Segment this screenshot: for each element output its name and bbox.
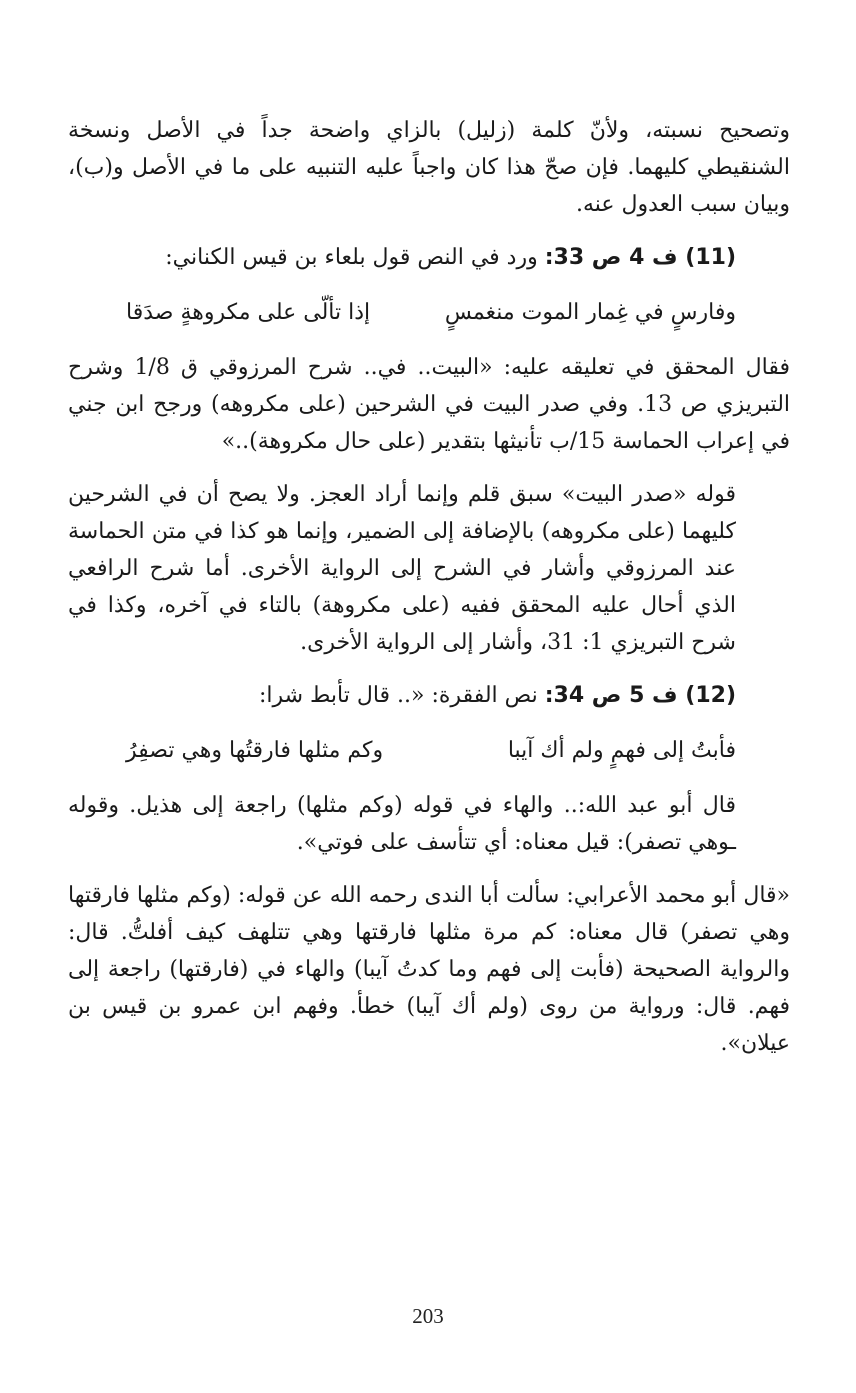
spacer — [68, 223, 790, 239]
verse-first-hemistich: وفارسٍ في غِمار الموت منغمسٍ — [444, 300, 736, 325]
spacer — [68, 661, 790, 677]
page-body — [68, 112, 790, 1062]
heading-reference: (11) ف 4 ص 33: — [544, 245, 736, 270]
section-heading-11 — [68, 239, 790, 276]
paragraph-arabi-quotation: «قال أبو محمد الأعرابي: سألت أبا الندى رحمه الله عن قوله: (وكم مثلها فارقتها وهي تصفر) قال معناه: كم مرة مثلها فارقتها وهي تتلهف كيف أفلتُّ. قال: والرواية الصحيحة (فأبت إلى فهم وما كدتُ آيبا) والهاء في (فارقتها) راجعة إلى فهم. قال: ورواية من روى (ولم أك آيبا) خطأ. وفهم ابن عمرو بن قيس بن عيلان». — [68, 883, 790, 1056]
section-heading-12 — [68, 677, 790, 714]
paragraph-critique: قوله «صدر البيت» سبق قلم وإنما أراد العجز. ولا يصح أن في الشرحين كليهما (على مكروهه) بالإضافة إلى الضمير، وإنما هو كذا في متن الحماسة عند المرزوقي وأشار في الشرح إلى الرواية الأخرى. أما شرح الرافعي الذي أحال عليه المحقق ففيه (على مكروهة) بالتاء في آخره، وكذا في شرح التبريزي 1: 31، وأشار إلى الرواية الأخرى. — [68, 482, 737, 655]
spacer — [68, 861, 790, 877]
heading-text: نص الفقرة: «.. قال تأبط شرا: — [258, 683, 545, 708]
spacer — [68, 769, 790, 787]
page-number: 203 — [412, 1304, 444, 1328]
paragraph-quotation: قال أبو عبد الله:.. والهاء في قوله (وكم مثلها) راجعة إلى هذيل. وقوله ـوهي تصفر): قيل معناه: أي تتأسف على فوتي». — [68, 793, 736, 855]
poem-verse-2 — [68, 732, 790, 769]
heading-reference: (12) ف 5 ص 34: — [544, 683, 736, 708]
paragraph-editor-comment: فقال المحقق في تعليقه عليه: «البيت.. في.. شرح المرزوقي ق 1/8 وشرح التبريزي ص 13. وفي صدر البيت في الشرحين (على مكروهه) ورجح ابن جني في إعراب الحماسة 15/ب تأنيثها بتقدير (على حال مكروهة)..» — [68, 355, 791, 454]
spacer — [68, 276, 790, 294]
verse-first-hemistich: فأبتُ إلى فهمٍ ولم أك آيبا — [507, 738, 736, 763]
spacer — [68, 331, 790, 349]
heading-text: ورد في النص قول بلعاء بن قيس الكناني: — [165, 245, 545, 270]
paragraph-continuation: وتصحيح نسبته، ولأنّ كلمة (زليل) بالزاي واضحة جداً في الأصل ونسخة الشنقيطي كليهما. فإن صحّ هذا كان واجباً عليه التنبيه على ما في الأصل و(ب)، وبيان سبب العدول عنه. — [68, 118, 790, 217]
spacer — [68, 460, 790, 476]
verse-second-hemistich: إذا تألّى على مكروهةٍ صدَقا — [126, 300, 371, 325]
spacer — [68, 714, 790, 732]
verse-second-hemistich: وكم مثلها فارقتُها وهي تصفِرُ — [126, 738, 384, 763]
poem-verse-1 — [68, 294, 790, 331]
